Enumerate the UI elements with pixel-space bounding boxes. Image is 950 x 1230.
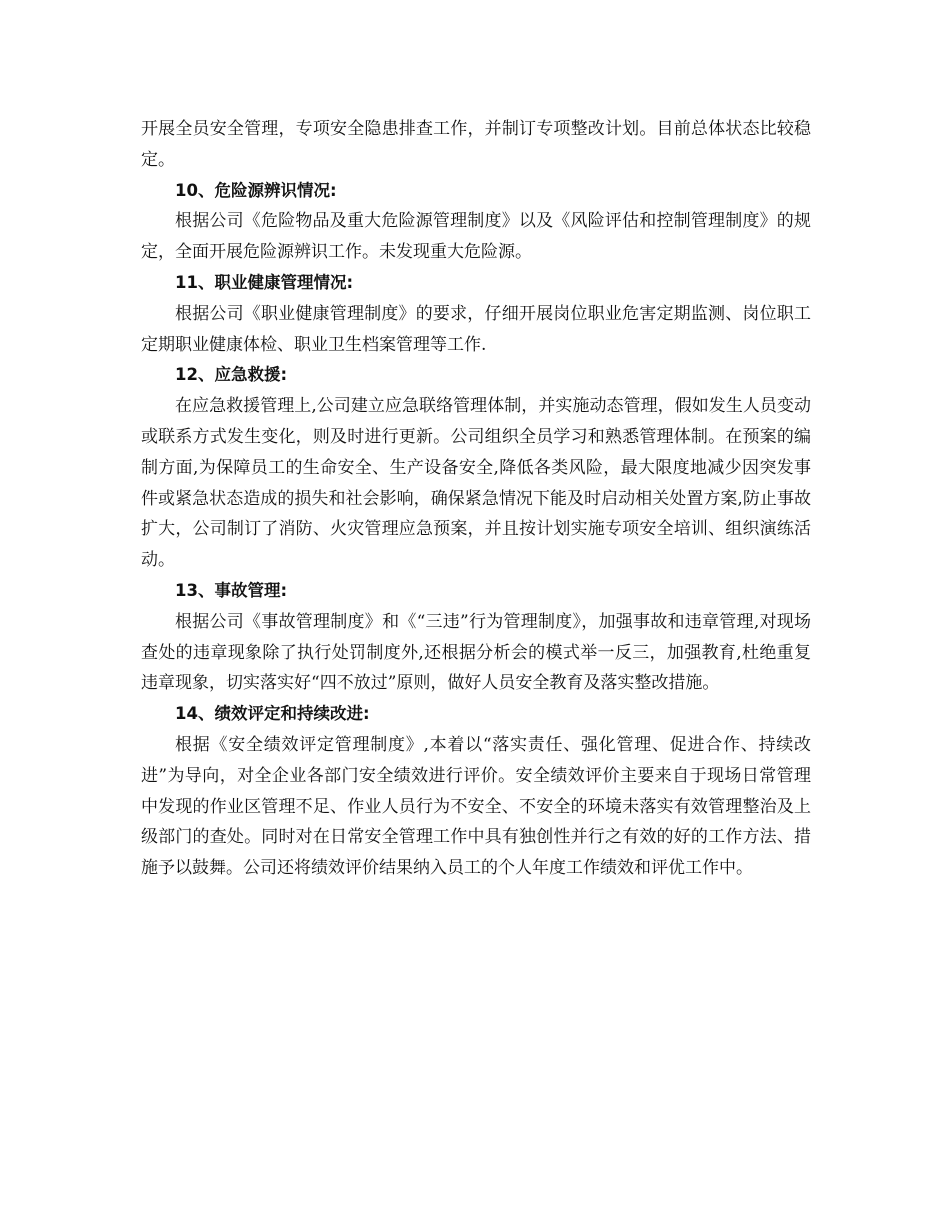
section-heading-10: 10、危险源辨识情况: [175, 180, 337, 200]
section-body-11: 根据公司《职业健康管理制度》的要求，仔细开展岗位职业危害定期监测、岗位职工定期职业健康体检、职业卫生档案管理等工作. [141, 303, 811, 355]
section-body-13: 根据公司《事故管理制度》和《“三违”行为管理制度》，加强事故和违章管理,对现场查处的违章现象除了执行处罚制度外,还根据分析会的模式举一反三，加强教育,杜绝重复违章现象，切实落实好“四不放过”原则，做好人员安全教育及落实整改措施。 [141, 611, 811, 694]
intro-paragraph: 开展全员安全管理，专项安全隐患排查工作，并制订专项整改计划。目前总体状态比较稳定。 [141, 119, 811, 170]
section-heading-14: 14、绩效评定和持续改进: [175, 704, 370, 724]
section-heading-11: 11、职业健康管理情况: [175, 272, 354, 292]
section-heading-13: 13、事故管理: [175, 580, 288, 600]
section-body-12: 在应急救援管理上,公司建立应急联络管理体制，并实施动态管理，假如发生人员变动或联系方式发生变化，则及时进行更新。公司组织全员学习和熟悉管理体制。在预案的编制方面,为保障员工的生命安全、生产设备安全,降低各类风险，最大限度地减少因突发事件或紧急状态造成的损失和社会影响，确保紧急情况下能及时启动相关处置方案,防止事故扩大，公司制订了消防、火灾管理应急预案，并且按计划实施专项安全培训、组织演练活动。 [141, 396, 811, 571]
document-page [141, 114, 811, 884]
section-body-10: 根据公司《危险物品及重大危险源管理制度》以及《风险评估和控制管理制度》的规定，全面开展危险源辨识工作。未发现重大危险源。 [141, 211, 811, 263]
section-body-14: 根据《安全绩效评定管理制度》,本着以“落实责任、强化管理、促进合作、持续改进”为导向，对全企业各部门安全绩效进行评价。安全绩效评价主要来自于现场日常管理中发现的作业区管理不足、作业人员行为不安全、不安全的环境未落实有效管理整治及上级部门的查处。同时对在日常安全管理工作中具有独创性并行之有效的好的工作方法、措施予以鼓舞。公司还将绩效评价结果纳入员工的个人年度工作绩效和评优工作中。 [141, 734, 811, 879]
section-heading-12: 12、应急救援: [175, 365, 288, 385]
